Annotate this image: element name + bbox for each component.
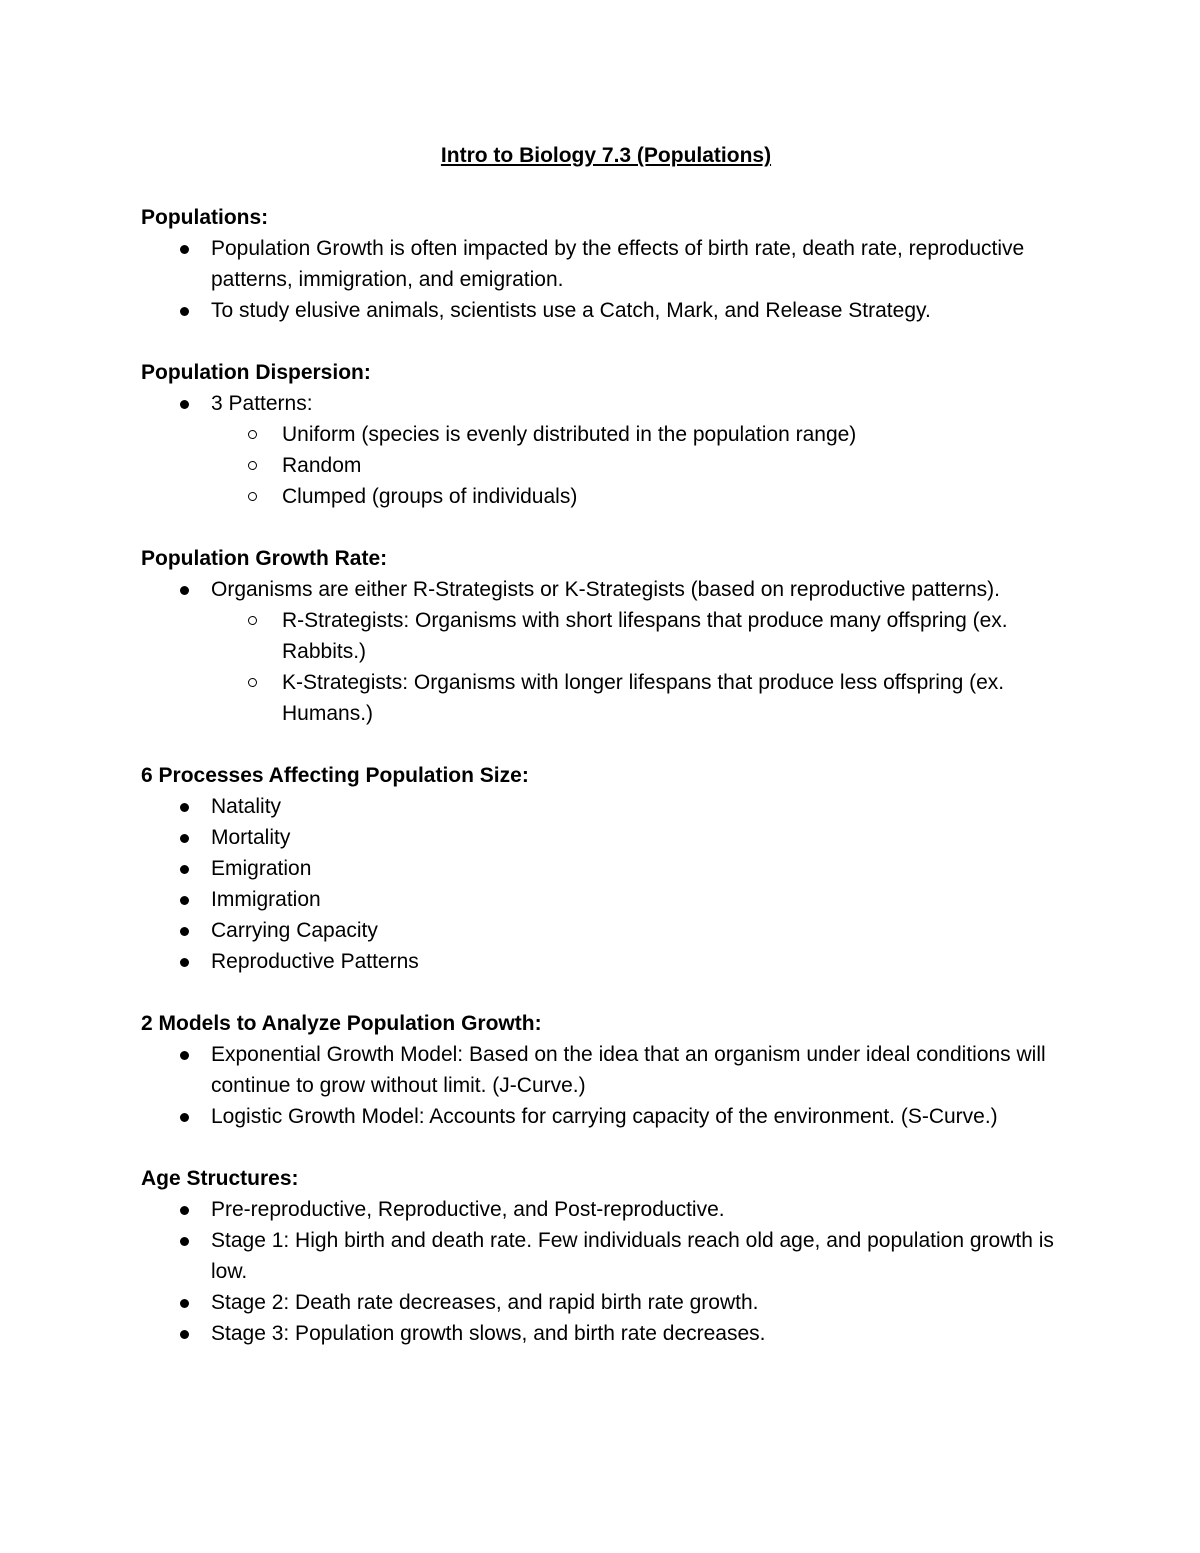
bullet-list <box>141 791 1071 977</box>
list-item: To study elusive animals, scientists use a Catch, Mark, and Release Strategy. <box>141 295 1071 326</box>
section-processes <box>141 760 1071 977</box>
list-item: Population Growth is often impacted by the effects of birth rate, death rate, reproductive patterns, immigration, and emigration. <box>141 233 1071 295</box>
list-item: Stage 1: High birth and death rate. Few individuals reach old age, and population growth is low. <box>141 1225 1071 1287</box>
list-item-text: Organisms are either R-Strategists or K-Strategists (based on reproductive patterns). <box>211 578 1000 601</box>
sub-list-item: Uniform (species is evenly distributed in the population range) <box>282 419 1071 450</box>
document-page <box>141 140 1071 1380</box>
section-models <box>141 1008 1071 1132</box>
list-item: Exponential Growth Model: Based on the idea that an organism under ideal conditions will continue to grow without limit. (J-Curve.) <box>141 1039 1071 1101</box>
bullet-list <box>141 1194 1071 1349</box>
section-heading: Population Dispersion: <box>141 361 371 384</box>
list-item: Mortality <box>141 822 1071 853</box>
list-item: Carrying Capacity <box>141 915 1071 946</box>
sub-list-item: K-Strategists: Organisms with longer lifespans that produce less offspring (ex. Humans.) <box>282 667 1071 729</box>
list-item: Reproductive Patterns <box>141 946 1071 977</box>
list-item <box>141 388 1071 512</box>
sub-list-item: Random <box>282 450 1071 481</box>
list-item: Stage 2: Death rate decreases, and rapid birth rate growth. <box>141 1287 1071 1318</box>
section-populations <box>141 202 1071 326</box>
list-item: Pre-reproductive, Reproductive, and Post-reproductive. <box>141 1194 1071 1225</box>
list-item: Emigration <box>141 853 1071 884</box>
sub-bullet-list <box>282 419 1071 512</box>
bullet-list <box>141 233 1071 326</box>
section-age-structures <box>141 1163 1071 1349</box>
section-heading: Age Structures: <box>141 1167 299 1190</box>
list-item <box>141 574 1071 729</box>
section-heading: Populations: <box>141 206 269 229</box>
list-item: Immigration <box>141 884 1071 915</box>
section-dispersion <box>141 357 1071 512</box>
section-heading: 2 Models to Analyze Population Growth: <box>141 1012 542 1035</box>
section-growth-rate <box>141 543 1071 729</box>
document-title: Intro to Biology 7.3 (Populations) <box>440 144 772 167</box>
section-heading: Population Growth Rate: <box>141 547 388 570</box>
section-heading: 6 Processes Affecting Population Size: <box>141 764 529 787</box>
sub-list-item: Clumped (groups of individuals) <box>282 481 1071 512</box>
bullet-list <box>141 1039 1071 1132</box>
list-item: Logistic Growth Model: Accounts for carrying capacity of the environment. (S-Curve.) <box>141 1101 1071 1132</box>
bullet-list <box>141 574 1071 729</box>
bullet-list <box>141 388 1071 512</box>
list-item: Stage 3: Population growth slows, and birth rate decreases. <box>141 1318 1071 1349</box>
sub-list-item: R-Strategists: Organisms with short lifespans that produce many offspring (ex. Rabbits.) <box>282 605 1071 667</box>
list-item: Natality <box>141 791 1071 822</box>
list-item-text: 3 Patterns: <box>211 392 313 415</box>
sub-bullet-list <box>282 605 1071 729</box>
